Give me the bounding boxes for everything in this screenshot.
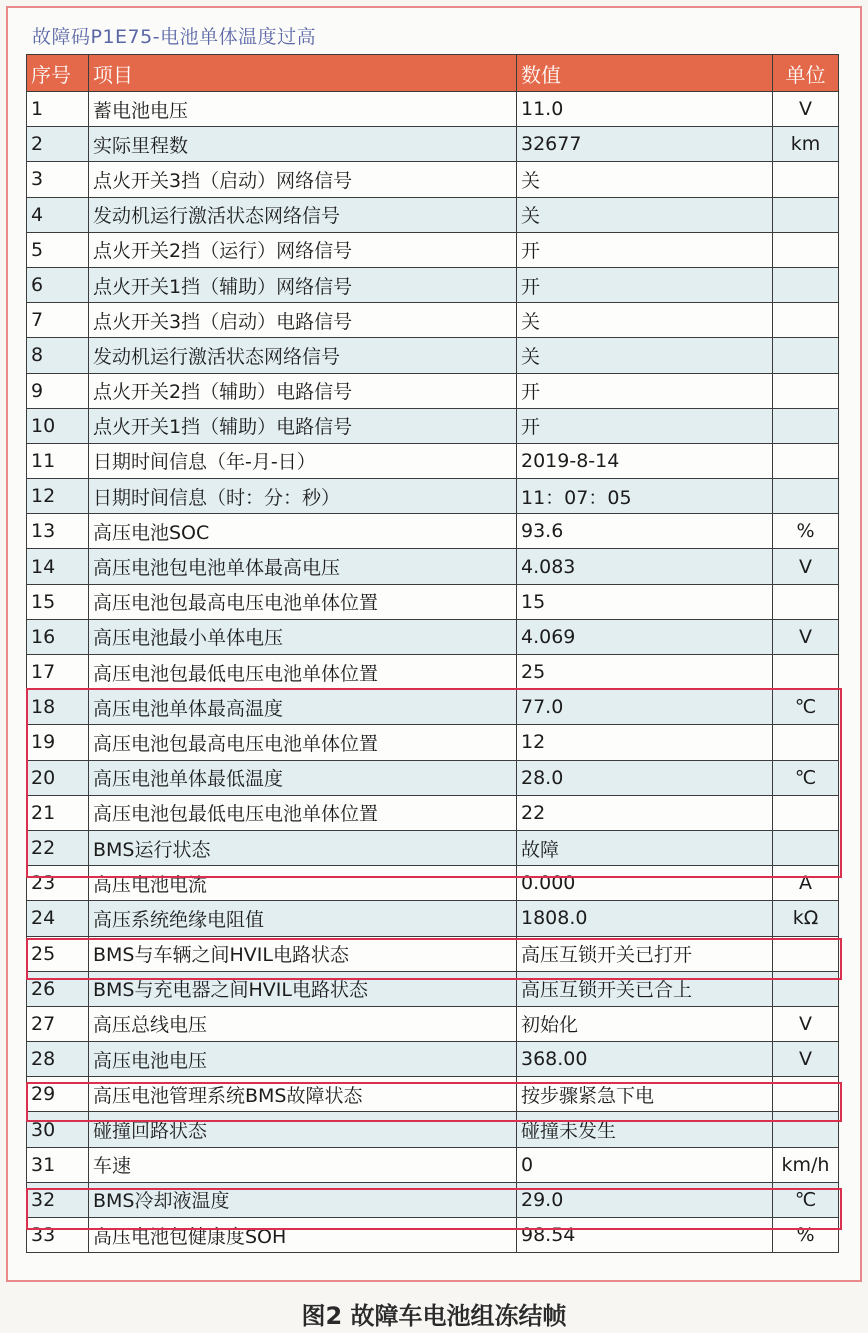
row-item: 高压总线电压 — [89, 1006, 517, 1041]
row-number: 26 — [27, 971, 89, 1006]
row-value: 28.0 — [517, 760, 773, 795]
row-number: 1 — [27, 92, 89, 127]
figure-caption: 图2 故障车电池组冻结帧 — [301, 1302, 567, 1330]
row-number: 30 — [27, 1112, 89, 1147]
row-unit — [773, 479, 839, 514]
row-unit — [773, 584, 839, 619]
row-item: 点火开关2挡（辅助）电路信号 — [89, 373, 517, 408]
row-value: 开 — [517, 373, 773, 408]
row-number: 18 — [27, 690, 89, 725]
row-value: 碰撞未发生 — [517, 1112, 773, 1147]
row-value: 4.083 — [517, 549, 773, 584]
row-unit: % — [773, 1218, 839, 1253]
row-number: 32 — [27, 1182, 89, 1217]
row-number: 13 — [27, 514, 89, 549]
table-row — [27, 584, 839, 619]
row-unit: V — [773, 549, 839, 584]
table-row — [27, 127, 839, 162]
table-row — [27, 655, 839, 690]
table-row — [27, 514, 839, 549]
row-unit — [773, 655, 839, 690]
row-number: 6 — [27, 267, 89, 302]
table-row — [27, 232, 839, 267]
table-row — [27, 549, 839, 584]
row-number: 7 — [27, 303, 89, 338]
row-number: 21 — [27, 795, 89, 830]
row-item: 点火开关2挡（运行）网络信号 — [89, 232, 517, 267]
table-row — [27, 303, 839, 338]
row-unit — [773, 338, 839, 373]
row-unit: kΩ — [773, 901, 839, 936]
row-number: 17 — [27, 655, 89, 690]
row-value: 77.0 — [517, 690, 773, 725]
row-number: 12 — [27, 479, 89, 514]
row-number: 4 — [27, 197, 89, 232]
row-value: 关 — [517, 162, 773, 197]
row-item: 碰撞回路状态 — [89, 1112, 517, 1147]
row-number: 27 — [27, 1006, 89, 1041]
row-unit — [773, 162, 839, 197]
header-unit: 单位 — [773, 55, 839, 92]
table-row — [27, 1218, 839, 1253]
row-item: BMS冷却液温度 — [89, 1182, 517, 1217]
row-unit: ℃ — [773, 760, 839, 795]
row-value: 15 — [517, 584, 773, 619]
row-number: 9 — [27, 373, 89, 408]
row-item: 高压电池包健康度SOH — [89, 1218, 517, 1253]
row-value: 0.000 — [517, 866, 773, 901]
row-item: 车速 — [89, 1147, 517, 1182]
row-unit — [773, 232, 839, 267]
row-unit — [773, 303, 839, 338]
row-value: 开 — [517, 408, 773, 443]
table-row — [27, 443, 839, 478]
row-value: 1808.0 — [517, 901, 773, 936]
row-number: 33 — [27, 1218, 89, 1253]
table-row — [27, 197, 839, 232]
row-value: 11：07：05 — [517, 479, 773, 514]
table-row — [27, 901, 839, 936]
row-value: 关 — [517, 338, 773, 373]
row-number: 19 — [27, 725, 89, 760]
row-item: 高压电池包电池单体最高电压 — [89, 549, 517, 584]
row-unit — [773, 830, 839, 865]
row-number: 11 — [27, 443, 89, 478]
row-item: 发动机运行激活状态网络信号 — [89, 197, 517, 232]
row-number: 29 — [27, 1077, 89, 1112]
row-number: 14 — [27, 549, 89, 584]
table-row — [27, 373, 839, 408]
table-row — [27, 760, 839, 795]
header-value: 数值 — [517, 55, 773, 92]
row-unit: A — [773, 866, 839, 901]
row-number: 2 — [27, 127, 89, 162]
row-number: 22 — [27, 830, 89, 865]
row-value: 25 — [517, 655, 773, 690]
row-value: 开 — [517, 267, 773, 302]
row-item: 高压系统绝缘电阻值 — [89, 901, 517, 936]
row-unit — [773, 197, 839, 232]
row-value: 高压互锁开关已打开 — [517, 936, 773, 971]
row-item: 高压电池单体最高温度 — [89, 690, 517, 725]
row-unit — [773, 725, 839, 760]
row-item: BMS与充电器之间HVIL电路状态 — [89, 971, 517, 1006]
table-row — [27, 690, 839, 725]
row-number: 5 — [27, 232, 89, 267]
row-value: 93.6 — [517, 514, 773, 549]
table-row — [27, 1147, 839, 1182]
row-value: 368.00 — [517, 1042, 773, 1077]
row-value: 初始化 — [517, 1006, 773, 1041]
row-unit: km — [773, 127, 839, 162]
row-item: 点火开关3挡（启动）网络信号 — [89, 162, 517, 197]
row-value: 98.54 — [517, 1218, 773, 1253]
document-title: 故障码P1E75-电池单体温度过高 — [32, 26, 317, 48]
row-item: 点火开关3挡（启动）电路信号 — [89, 303, 517, 338]
row-number: 31 — [27, 1147, 89, 1182]
row-value: 关 — [517, 197, 773, 232]
row-item: 高压电池包最低电压电池单体位置 — [89, 795, 517, 830]
table-row — [27, 936, 839, 971]
row-item: 日期时间信息（时：分：秒） — [89, 479, 517, 514]
row-unit: km/h — [773, 1147, 839, 1182]
row-item: 高压电池单体最低温度 — [89, 760, 517, 795]
table-row — [27, 1077, 839, 1112]
row-number: 16 — [27, 619, 89, 654]
row-value: 故障 — [517, 830, 773, 865]
row-number: 8 — [27, 338, 89, 373]
row-unit — [773, 936, 839, 971]
table-row — [27, 866, 839, 901]
row-value: 22 — [517, 795, 773, 830]
row-value: 关 — [517, 303, 773, 338]
row-item: BMS运行状态 — [89, 830, 517, 865]
row-unit: V — [773, 1042, 839, 1077]
table-row — [27, 92, 839, 127]
table-row — [27, 338, 839, 373]
row-unit — [773, 373, 839, 408]
row-item: 实际里程数 — [89, 127, 517, 162]
row-value: 29.0 — [517, 1182, 773, 1217]
row-item: 高压电池包最高电压电池单体位置 — [89, 584, 517, 619]
row-number: 28 — [27, 1042, 89, 1077]
row-item: 高压电池包最高电压电池单体位置 — [89, 725, 517, 760]
table-row — [27, 725, 839, 760]
row-unit — [773, 267, 839, 302]
row-unit — [773, 1112, 839, 1147]
row-item: BMS与车辆之间HVIL电路状态 — [89, 936, 517, 971]
row-unit: V — [773, 1006, 839, 1041]
header-item: 项目 — [89, 55, 517, 92]
table-row — [27, 1112, 839, 1147]
row-item: 高压电池电压 — [89, 1042, 517, 1077]
row-value: 11.0 — [517, 92, 773, 127]
row-unit — [773, 443, 839, 478]
row-item: 点火开关1挡（辅助）电路信号 — [89, 408, 517, 443]
row-unit: V — [773, 92, 839, 127]
row-unit — [773, 1077, 839, 1112]
row-value: 按步骤紧急下电 — [517, 1077, 773, 1112]
row-unit — [773, 795, 839, 830]
table-row — [27, 795, 839, 830]
header-no: 序号 — [27, 55, 89, 92]
table-row — [27, 1182, 839, 1217]
table-row — [27, 619, 839, 654]
table-row — [27, 1042, 839, 1077]
row-value: 开 — [517, 232, 773, 267]
table-header-row — [27, 55, 839, 92]
row-item: 高压电池最小单体电压 — [89, 619, 517, 654]
row-value: 4.069 — [517, 619, 773, 654]
row-item: 高压电池管理系统BMS故障状态 — [89, 1077, 517, 1112]
row-item: 高压电池包最低电压电池单体位置 — [89, 655, 517, 690]
row-number: 3 — [27, 162, 89, 197]
row-unit — [773, 408, 839, 443]
row-number: 10 — [27, 408, 89, 443]
row-value: 32677 — [517, 127, 773, 162]
row-unit — [773, 971, 839, 1006]
row-value: 2019-8-14 — [517, 443, 773, 478]
row-number: 23 — [27, 866, 89, 901]
row-item: 高压电池SOC — [89, 514, 517, 549]
row-number: 20 — [27, 760, 89, 795]
row-item: 日期时间信息（年-月-日） — [89, 443, 517, 478]
row-number: 24 — [27, 901, 89, 936]
row-unit: V — [773, 619, 839, 654]
table-row — [27, 1006, 839, 1041]
row-unit: ℃ — [773, 690, 839, 725]
row-value: 12 — [517, 725, 773, 760]
row-number: 25 — [27, 936, 89, 971]
row-unit: % — [773, 514, 839, 549]
freeze-frame-table — [26, 54, 839, 1253]
row-value: 0 — [517, 1147, 773, 1182]
table-row — [27, 479, 839, 514]
row-item: 发动机运行激活状态网络信号 — [89, 338, 517, 373]
table-row — [27, 408, 839, 443]
table-row — [27, 267, 839, 302]
table-row — [27, 830, 839, 865]
table-row — [27, 971, 839, 1006]
row-number: 15 — [27, 584, 89, 619]
table-row — [27, 162, 839, 197]
row-unit: ℃ — [773, 1182, 839, 1217]
row-item: 蓄电池电压 — [89, 92, 517, 127]
row-item: 高压电池电流 — [89, 866, 517, 901]
row-value: 高压互锁开关已合上 — [517, 971, 773, 1006]
row-item: 点火开关1挡（辅助）网络信号 — [89, 267, 517, 302]
